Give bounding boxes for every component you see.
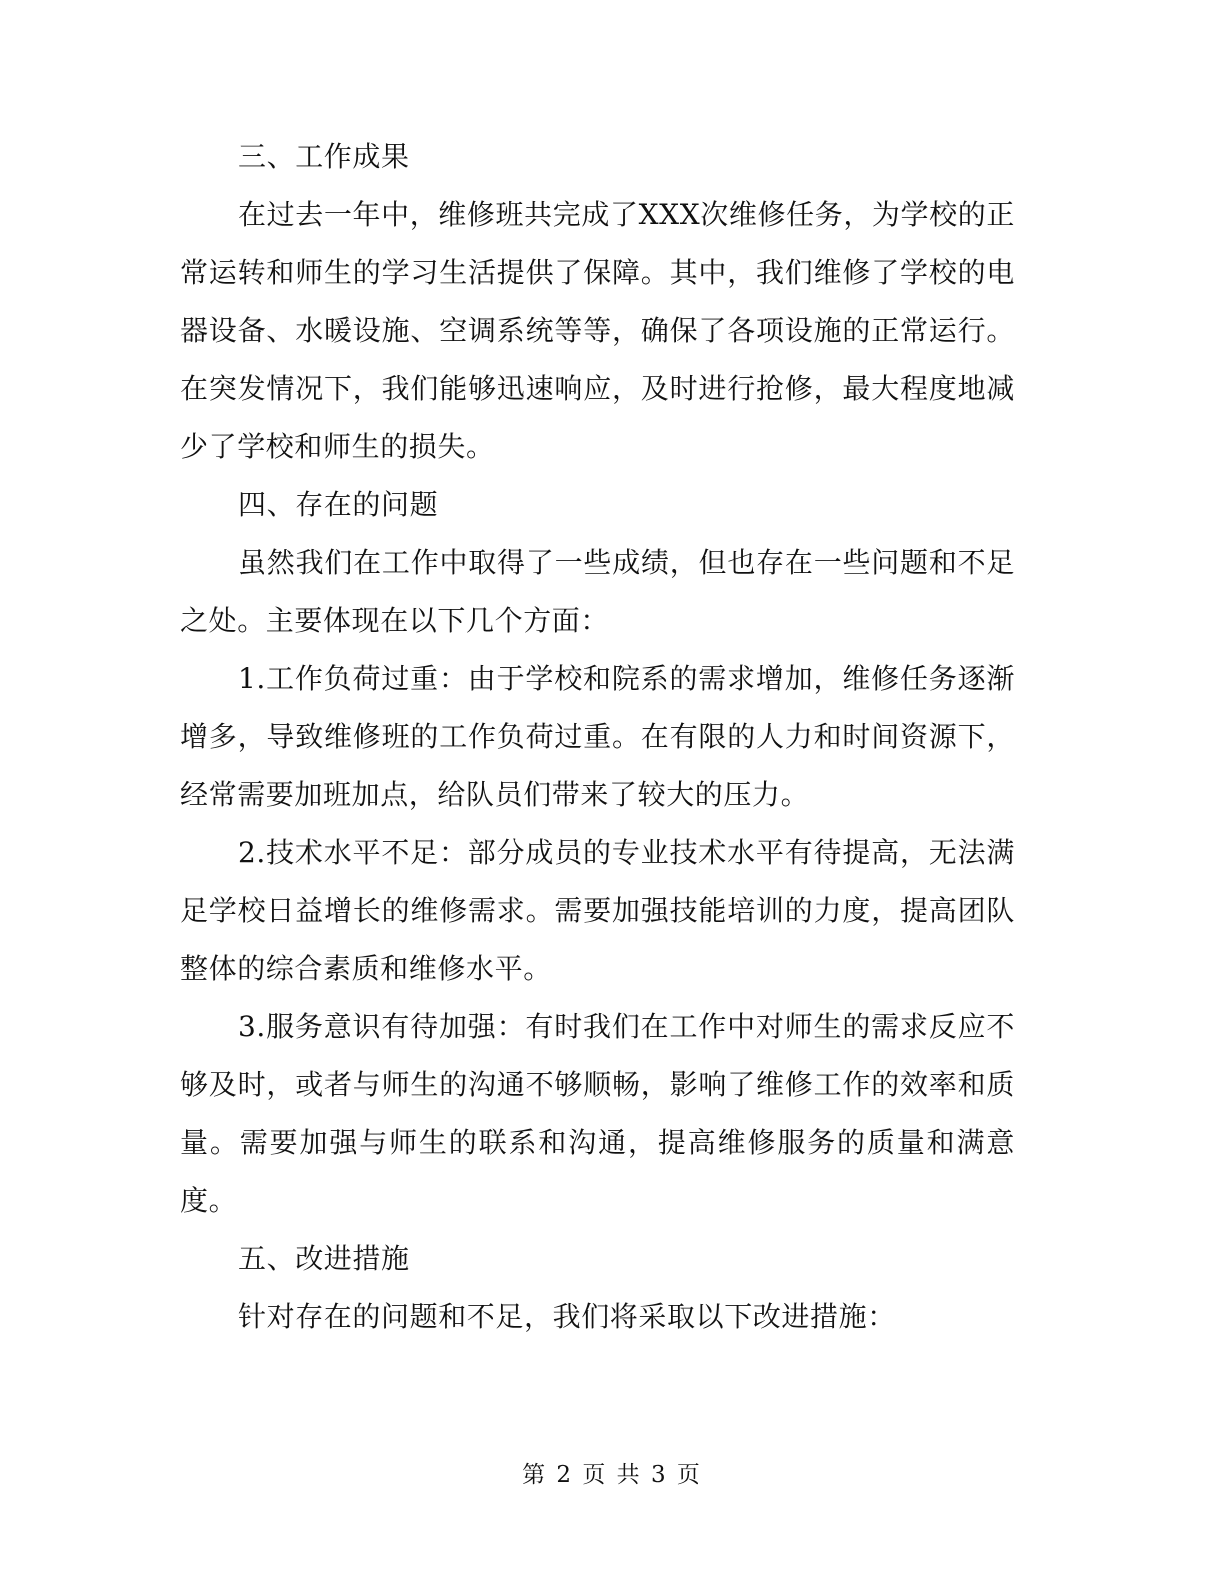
page-number-footer: 第 2 页 共 3 页 bbox=[522, 1462, 702, 1488]
document-body bbox=[180, 128, 1015, 1346]
paragraph-problem-workload: 1.工作负荷过重：由于学校和院系的需求增加，维修任务逐渐增多，导致维修班的工作负荷过重。在有限的人力和时间资源下，经常需要加班加点，给队员们带来了较大的压力。 bbox=[180, 662, 1015, 811]
paragraph-problem-service: 3.服务意识有待加强：有时我们在工作中对师生的需求反应不够及时，或者与师生的沟通不够顺畅，影响了维修工作的效率和质量。需要加强与师生的联系和沟通，提高维修服务的质量和满意度。 bbox=[180, 1010, 1015, 1217]
paragraph-results: 在过去一年中，维修班共完成了XXX次维修任务，为学校的正常运转和师生的学习生活提供了保障。其中，我们维修了学校的电器设备、水暖设施、空调系统等等，确保了各项设施的正常运行。在突发情况下，我们能够迅速响应，及时进行抢修，最大程度地减少了学校和师生的损失。 bbox=[180, 198, 1015, 463]
paragraph-problems-intro: 虽然我们在工作中取得了一些成绩，但也存在一些问题和不足之处。主要体现在以下几个方面： bbox=[180, 546, 1015, 637]
section-heading-results: 三、工作成果 bbox=[238, 140, 410, 173]
section-heading-improvements: 五、改进措施 bbox=[238, 1242, 410, 1275]
paragraph-improvements-intro: 针对存在的问题和不足，我们将采取以下改进措施： bbox=[238, 1300, 896, 1333]
paragraph-problem-skills: 2.技术水平不足：部分成员的专业技术水平有待提高，无法满足学校日益增长的维修需求。需要加强技能培训的力度，提高团队整体的综合素质和维修水平。 bbox=[180, 836, 1015, 985]
section-heading-problems: 四、存在的问题 bbox=[238, 488, 439, 521]
